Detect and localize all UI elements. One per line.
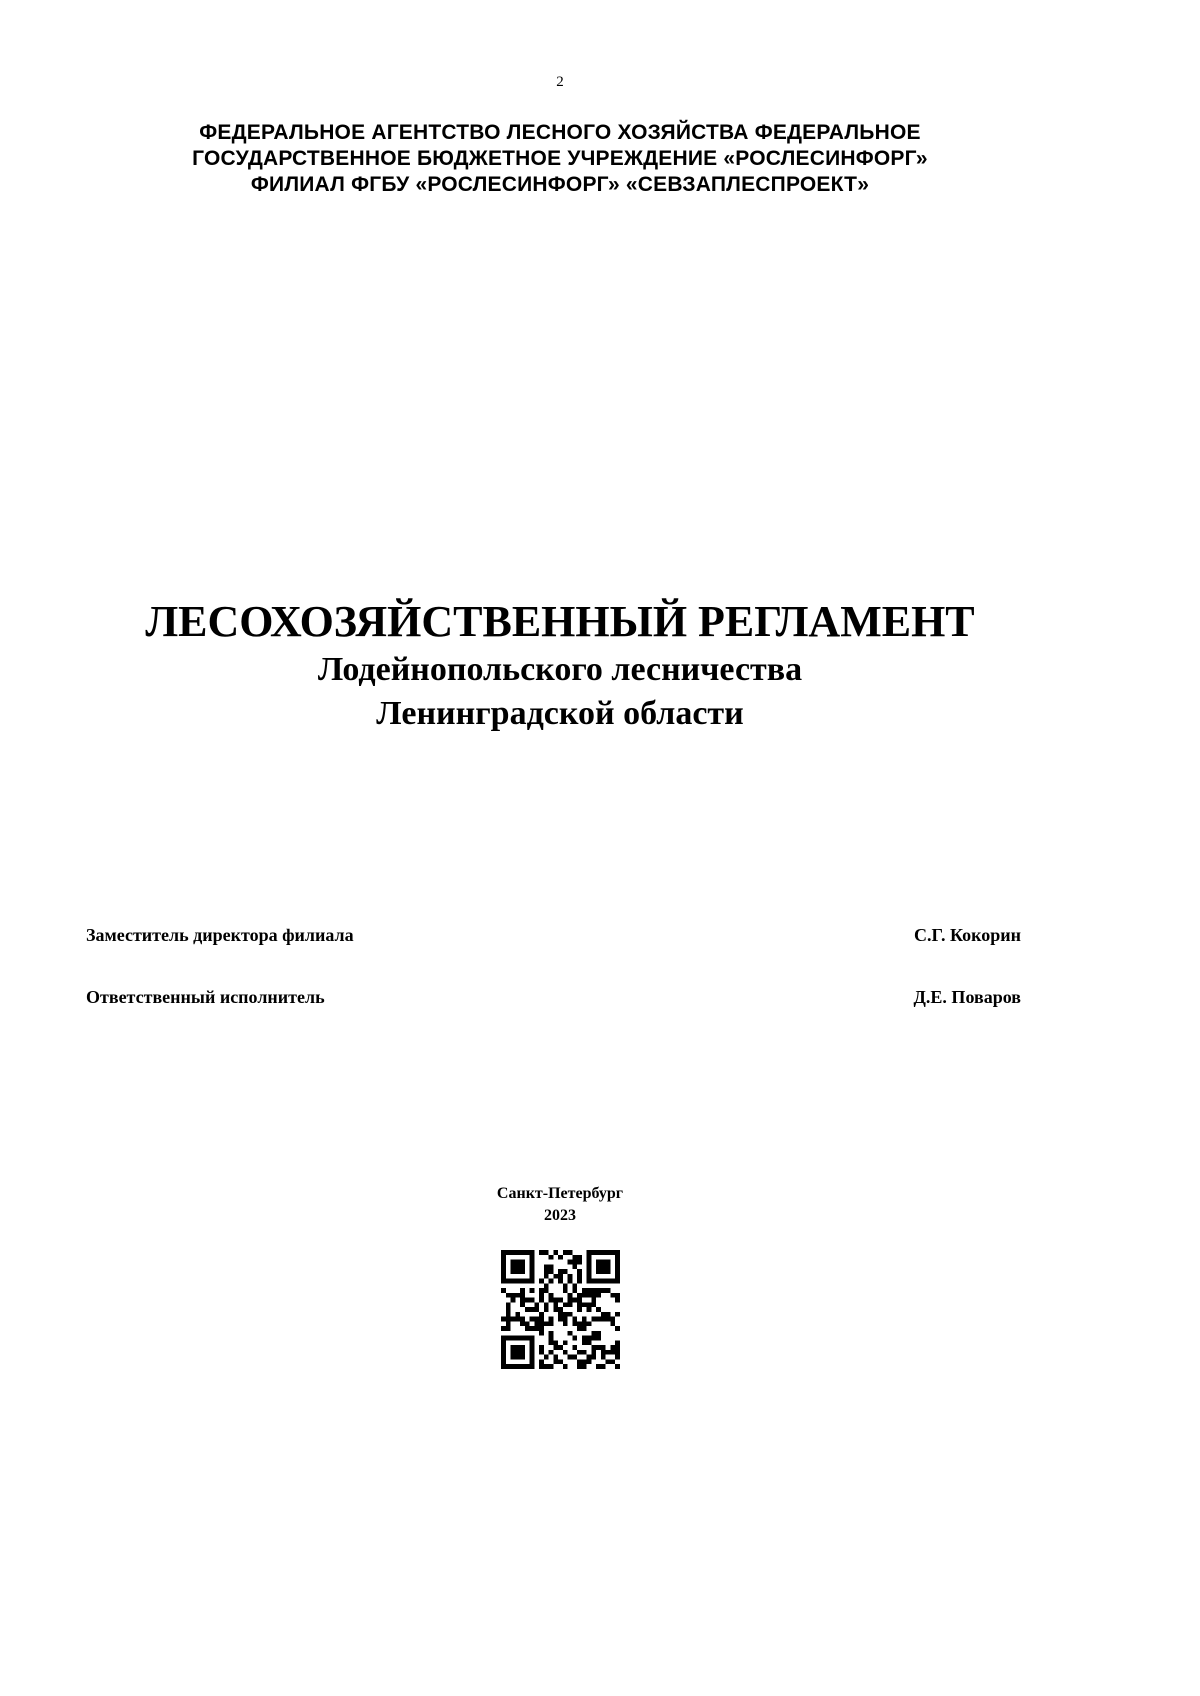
document-title-main: ЛЕСОХОЗЯЙСТВЕННЫЙ РЕГЛАМЕНТ [145, 597, 975, 646]
page-number: 2 [556, 74, 564, 90]
place: Санкт-Петербург [496, 1185, 624, 1202]
signatory-responsible-executor [86, 987, 1021, 1008]
organization-line-3: ФИЛИАЛ ФГБУ «РОСЛЕСИНФОРГ» «СЕВЗАПЛЕСПРОЕКТ» [250, 173, 870, 196]
organization-line-1: ФЕДЕРАЛЬНОЕ АГЕНТСТВО ЛЕСНОГО ХОЗЯЙСТВА ФЕДЕРАЛЬНОЕ [199, 121, 921, 144]
qr-code-icon [501, 1250, 620, 1369]
place-and-year [0, 1183, 1120, 1227]
signatory-deputy-director [86, 925, 1021, 946]
document-title-forestry: Лодейнопольского лесничества [317, 651, 803, 688]
document-title [0, 596, 1120, 736]
year: 2023 [544, 1207, 576, 1224]
document-title-region: Ленинградской области [376, 695, 744, 732]
signatory-name: Д.Е. Поваров [913, 987, 1021, 1007]
organization-header [0, 120, 1120, 198]
signatory-name: С.Г. Кокорин [914, 925, 1021, 945]
organization-line-2: ГОСУДАРСТВЕННОЕ БЮДЖЕТНОЕ УЧРЕЖДЕНИЕ «РОСЛЕСИНФОРГ» [192, 147, 928, 170]
signatory-role: Заместитель директора филиала [86, 925, 354, 945]
signatory-role: Ответственный исполнитель [86, 987, 325, 1007]
